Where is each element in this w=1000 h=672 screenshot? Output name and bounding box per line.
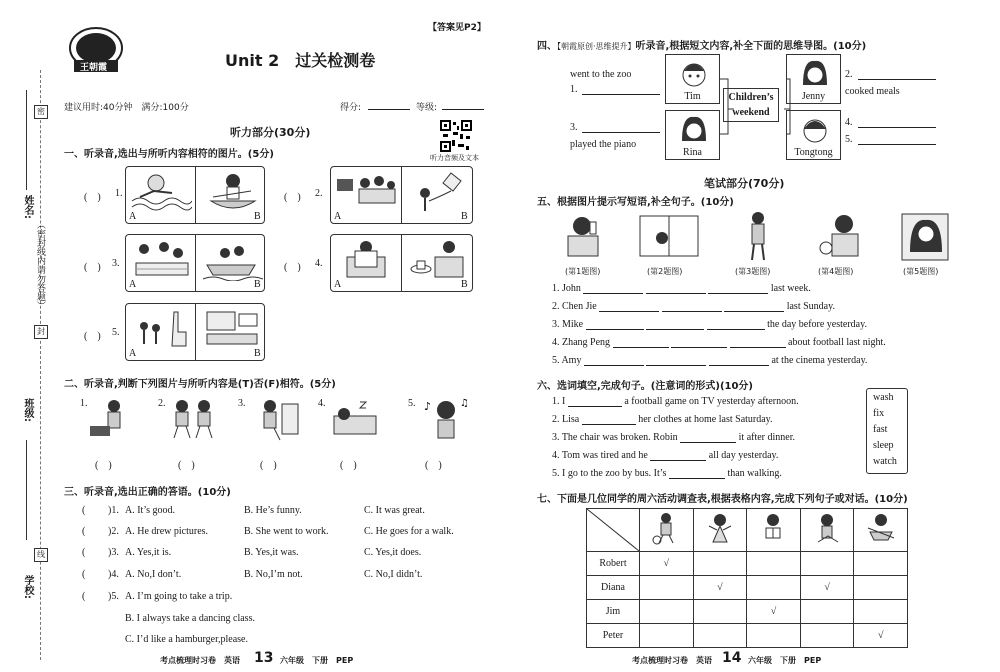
option-b-label: B xyxy=(254,348,261,359)
s5-blank[interactable] xyxy=(586,319,644,330)
jenny-label: Jenny xyxy=(801,91,826,102)
s3-q4-option-b: B. No,I’m not. xyxy=(244,569,303,580)
s4-num-5: 5. xyxy=(845,134,853,145)
row-mark xyxy=(854,576,908,600)
s4-title-rest: 听录音,根据短文内容,补全下面的思维导图。(10分) xyxy=(635,41,867,52)
cooking-girl-picture-icon[interactable] xyxy=(86,398,132,442)
s5-blank[interactable] xyxy=(708,283,768,294)
listening-heading: 听力部分(30分) xyxy=(230,126,311,139)
tim-label: Tim xyxy=(684,91,701,102)
s5-blank[interactable] xyxy=(730,337,786,348)
rina-label: Rina xyxy=(683,147,702,158)
s5-caption-1: (第1题图) xyxy=(565,267,601,276)
s5-ending: at the cinema yesterday. xyxy=(771,355,868,366)
s5-caption-5: (第5题图) xyxy=(903,267,939,276)
diagonal-line-icon xyxy=(587,509,639,551)
s4-num-4: 4. xyxy=(845,117,853,128)
s5-num: 5. xyxy=(552,355,560,366)
s6-pre: Lisa xyxy=(562,414,580,425)
swimming-picture-icon[interactable] xyxy=(130,171,192,213)
s3-q4-option-c: C. No,I didn’t. xyxy=(364,569,423,580)
class-field-line[interactable] xyxy=(26,440,27,540)
s2-num-2: 2. xyxy=(158,398,166,409)
girl-at-cinema-picture-icon[interactable] xyxy=(900,212,950,262)
option-a-label: A xyxy=(129,348,137,359)
reading-newspaper-picture-icon[interactable] xyxy=(335,239,397,281)
rowing-boat-picture-icon[interactable] xyxy=(201,239,263,281)
s5-blank[interactable] xyxy=(613,337,669,348)
s1-q5-paren[interactable]: ( ) xyxy=(84,331,101,342)
footer-page-right: 14 xyxy=(722,650,742,666)
s3-q3-option-c: C. Yes,it does. xyxy=(364,547,422,558)
s6-post: a football game on TV yesterday afternoon. xyxy=(624,396,799,407)
dancing-girl-icon xyxy=(705,512,735,546)
s5-blank[interactable] xyxy=(707,319,765,330)
row-mark: √ xyxy=(854,624,908,648)
s4-blank-5[interactable] xyxy=(858,144,936,145)
row-mark xyxy=(747,552,801,576)
qr-code-icon xyxy=(440,120,472,152)
grade-blank[interactable] xyxy=(442,109,484,110)
s6-sentence-3 xyxy=(552,432,795,443)
option-b-label: B xyxy=(461,211,468,222)
s5-blank[interactable] xyxy=(724,301,784,312)
s5-ending: about football last night. xyxy=(788,337,886,348)
seal-char-1: 密 xyxy=(34,105,48,119)
s4-blank-2[interactable] xyxy=(858,79,936,80)
mindmap-center: Children’s weekend xyxy=(723,88,779,122)
s5-sentence-2 xyxy=(552,301,835,312)
col-header xyxy=(640,509,694,552)
col-header xyxy=(747,509,801,552)
s5-sentence-1 xyxy=(552,283,811,294)
s3-q2-option-b: B. She went to work. xyxy=(244,526,329,537)
s3-q5-option-a: A. I’m going to take a trip. xyxy=(125,591,233,602)
s4-prefix: 四、 xyxy=(537,41,557,52)
s2-answer-1[interactable]: ( ) xyxy=(95,460,112,471)
drinking-tea-picture-icon[interactable] xyxy=(407,239,469,281)
row-mark xyxy=(640,600,694,624)
saturday-activity-table xyxy=(586,508,908,648)
s3-q1-num: )1. xyxy=(108,505,119,516)
score-blank[interactable] xyxy=(368,109,410,110)
footer-book-left: 考点梳理时习卷 英语 xyxy=(160,656,240,665)
s2-answer-3[interactable]: ( ) xyxy=(260,460,277,471)
s5-num: 2. xyxy=(552,301,560,312)
s5-blank[interactable] xyxy=(599,301,659,312)
s3-q4-open[interactable]: ( xyxy=(82,569,86,580)
row-mark: √ xyxy=(693,576,747,600)
row-mark xyxy=(640,624,694,648)
s3-q2-open[interactable]: ( xyxy=(82,526,86,537)
s5-num: 4. xyxy=(552,337,560,348)
section-1-title: 一、听录音,选出与所听内容相符的图片。(5分) xyxy=(64,149,274,160)
s6-blank[interactable] xyxy=(680,432,736,443)
s1-q1-picture-box xyxy=(125,166,265,224)
s3-q3-open[interactable]: ( xyxy=(82,547,86,558)
s1-q4-picture-box xyxy=(330,234,473,292)
s5-num: 3. xyxy=(552,319,560,330)
rowing-child-icon xyxy=(866,512,896,546)
row-mark xyxy=(854,600,908,624)
s1-q1-num: 1. xyxy=(115,188,123,199)
seal-note: （密封线内请勿答题） xyxy=(35,220,45,310)
row-name: Peter xyxy=(587,624,640,648)
s4-left-bottom-text: played the piano xyxy=(570,139,637,150)
standing-boy-picture-icon[interactable] xyxy=(736,210,780,262)
football-player-icon xyxy=(651,512,681,546)
s3-q3-option-a: A. Yes,it is. xyxy=(125,547,172,558)
option-a-label: A xyxy=(334,279,342,290)
s6-sentence-2 xyxy=(552,414,773,425)
window-watching-picture-icon[interactable] xyxy=(636,212,702,262)
table-corner-cell xyxy=(587,509,640,552)
name-label: 姓名: xyxy=(22,195,33,219)
s4-blank-3[interactable] xyxy=(582,132,660,133)
row-mark xyxy=(800,600,854,624)
s5-blank[interactable] xyxy=(646,355,706,366)
option-b-label: B xyxy=(254,279,261,290)
s5-ending: last week. xyxy=(770,283,811,294)
section-2-title: 二、听录音,判断下列图片与所听内容是(T)否(F)相符。(5分) xyxy=(64,379,336,390)
section-5-title: 五、根据图片提示写短语,补全句子。(10分) xyxy=(537,197,734,208)
s5-subject: Zhang Peng xyxy=(562,337,611,348)
option-a-label: A xyxy=(129,279,137,290)
sleeping-picture-icon[interactable] xyxy=(330,398,380,442)
table-row xyxy=(587,600,908,624)
svg-text:♫: ♫ xyxy=(460,398,469,409)
page-title: Unit 2 过关检测卷 xyxy=(225,51,376,70)
s5-ending: the day before yesterday. xyxy=(767,319,867,330)
s6-post: her clothes at home last Saturday. xyxy=(638,414,773,425)
tongtong-label: Tongtong xyxy=(794,147,833,158)
option-b-label: B xyxy=(254,211,261,222)
row-name: Diana xyxy=(587,576,640,600)
s2-num-4: 4. xyxy=(318,398,326,409)
school-label: 学校: xyxy=(22,575,33,599)
row-name: Jim xyxy=(587,600,640,624)
s3-q5-option-b: B. I always take a dancing class. xyxy=(125,613,255,624)
s4-left-top-text: went to the zoo xyxy=(570,69,632,80)
s6-post: it after dinner. xyxy=(738,432,796,443)
s6-num: 5. xyxy=(552,468,560,479)
s5-blank[interactable] xyxy=(584,355,644,366)
footer-grade-left: 六年级 下册 PEP xyxy=(280,656,354,665)
s1-q3-num: 3. xyxy=(112,258,120,269)
seal-char-3: 线 xyxy=(34,548,48,562)
s1-q4-paren[interactable]: ( ) xyxy=(284,262,301,273)
s4-num-1: 1. xyxy=(570,84,578,95)
row-mark xyxy=(854,552,908,576)
score-label: 得分: xyxy=(340,103,362,113)
row-mark xyxy=(693,600,747,624)
s5-sentence-5 xyxy=(552,355,867,366)
class-label: 班级: xyxy=(22,398,33,422)
boys-running-picture-icon[interactable] xyxy=(168,398,218,442)
s5-caption-3: (第3题图) xyxy=(735,267,771,276)
s2-answer-2[interactable]: ( ) xyxy=(178,460,195,471)
s6-sentence-5 xyxy=(552,468,782,479)
row-mark xyxy=(800,552,854,576)
s1-q2-picture-box xyxy=(330,166,473,224)
section-3-title: 三、听录音,选出正确的答语。(10分) xyxy=(64,487,231,498)
s5-blank[interactable] xyxy=(671,337,727,348)
row-mark xyxy=(693,552,747,576)
time-score: 建议用时:40分钟 满分:100分 xyxy=(64,103,189,113)
s6-blank[interactable] xyxy=(582,414,636,425)
reading-child-icon xyxy=(758,512,788,546)
s5-subject: John xyxy=(562,283,581,294)
footer-page-left: 13 xyxy=(254,650,274,666)
s1-q2-num: 2. xyxy=(315,188,323,199)
picnic-picture-icon[interactable] xyxy=(130,239,192,281)
s3-q2-option-a: A. He drew pictures. xyxy=(125,526,209,537)
s3-q1-option-b: B. He’s funny. xyxy=(244,505,302,516)
s5-blank[interactable] xyxy=(583,283,643,294)
table-row xyxy=(587,576,908,600)
section-4-title xyxy=(537,37,866,52)
answer-reference: 【答案见P2】 xyxy=(428,23,486,33)
flying-kite-picture-icon[interactable] xyxy=(407,171,469,213)
s5-blank[interactable] xyxy=(662,301,722,312)
row-name: Robert xyxy=(587,552,640,576)
hiking-child-icon xyxy=(812,512,842,546)
word-bank xyxy=(866,388,908,474)
s6-num: 2. xyxy=(552,414,560,425)
s5-blank[interactable] xyxy=(646,319,704,330)
s3-q4-option-a: A. No,I don’t. xyxy=(125,569,182,580)
qr-caption: 听力音频及文本 xyxy=(430,154,479,162)
s5-sentence-3 xyxy=(552,319,867,330)
s5-blank[interactable] xyxy=(709,355,769,366)
zoo-giraffe-picture-icon[interactable] xyxy=(130,308,192,350)
row-mark xyxy=(693,624,747,648)
s2-answer-5[interactable]: ( ) xyxy=(425,460,442,471)
binding-gutter xyxy=(0,0,58,672)
col-header xyxy=(854,509,908,552)
s3-q5-num: )5. xyxy=(108,591,119,602)
s4-right-text: cooked meals xyxy=(845,86,900,97)
s1-q1-paren[interactable]: ( ) xyxy=(84,192,101,203)
row-mark xyxy=(640,576,694,600)
s2-num-1: 1. xyxy=(80,398,88,409)
publisher-logo xyxy=(68,26,124,76)
s4-num-2: 2. xyxy=(845,69,853,80)
s6-pre: The chair was broken. Robin xyxy=(561,432,678,443)
s5-subject: Chen Jie xyxy=(562,301,597,312)
s6-sentence-1 xyxy=(552,396,799,407)
writing-heading: 笔试部分(70分) xyxy=(704,177,785,190)
s3-q4-num: )4. xyxy=(108,569,119,580)
s1-q3-paren[interactable]: ( ) xyxy=(84,262,101,273)
s5-ending: last Sunday. xyxy=(786,301,835,312)
s3-q1-open[interactable]: ( xyxy=(82,505,86,516)
s6-num: 1. xyxy=(552,396,560,407)
col-header xyxy=(800,509,854,552)
s5-subject: Amy xyxy=(561,355,582,366)
watching-tv-picture-icon[interactable] xyxy=(335,171,397,213)
s5-sentence-4 xyxy=(552,337,886,348)
row-mark xyxy=(747,624,801,648)
option-b-label: B xyxy=(461,279,468,290)
col-header xyxy=(693,509,747,552)
s1-q2-paren[interactable]: ( ) xyxy=(284,192,301,203)
s1-q5-picture-box xyxy=(125,303,265,361)
word-bank-item: fix xyxy=(873,408,885,419)
section-7-title: 七、下面是几位同学的周六活动调查表,根据表格内容,完成下列句子或对话。(10分) xyxy=(537,494,908,505)
s2-answer-4[interactable]: ( ) xyxy=(340,460,357,471)
row-mark: √ xyxy=(640,552,694,576)
name-field-line[interactable] xyxy=(26,90,27,190)
s1-q4-num: 4. xyxy=(315,258,323,269)
section-6-title: 六、选词填空,完成句子。(注意词的形式)(10分) xyxy=(537,381,753,392)
word-bank-item: fast xyxy=(873,424,888,435)
word-bank-item: sleep xyxy=(873,440,894,451)
classroom-picture-icon[interactable] xyxy=(201,308,263,350)
s6-pre: I xyxy=(562,396,566,407)
s3-q2-num: )2. xyxy=(108,526,119,537)
s1-q3-picture-box xyxy=(125,234,265,292)
s3-q5-option-c: C. I’d like a hamburger,please. xyxy=(125,634,248,645)
s6-blank[interactable] xyxy=(669,468,725,479)
table-row xyxy=(587,624,908,648)
s6-blank[interactable] xyxy=(650,450,706,461)
s3-q3-num: )3. xyxy=(108,547,119,558)
grade-label: 等级: xyxy=(416,103,438,113)
qr-code[interactable] xyxy=(440,120,472,152)
phone-call-picture-icon[interactable] xyxy=(548,212,612,262)
word-bank-item: wash xyxy=(873,392,894,403)
s4-blank-4[interactable] xyxy=(858,127,936,128)
s4-blank-1[interactable] xyxy=(582,94,660,95)
s3-q3-option-b: B. Yes,it was. xyxy=(244,547,299,558)
footer-grade-right: 六年级 下册 PEP xyxy=(748,656,822,665)
s5-caption-2: (第2题图) xyxy=(647,267,683,276)
s3-q1-option-a: A. It’s good. xyxy=(125,505,175,516)
table-header-row xyxy=(587,509,908,552)
s3-q5-open[interactable]: ( xyxy=(82,591,86,602)
s5-num: 1. xyxy=(552,283,560,294)
row-mark: √ xyxy=(747,600,801,624)
boy-with-book-picture-icon[interactable] xyxy=(816,212,866,262)
option-a-label: A xyxy=(129,211,137,222)
boating-picture-icon[interactable] xyxy=(201,171,261,213)
s2-num-3: 3. xyxy=(238,398,246,409)
s5-blank[interactable] xyxy=(646,283,706,294)
s3-q1-option-c: C. It was great. xyxy=(364,505,425,516)
seal-line xyxy=(40,70,41,660)
table-row xyxy=(587,552,908,576)
s1-q5-num: 5. xyxy=(112,327,120,338)
s6-post: than walking. xyxy=(727,468,782,479)
s3-q2-option-c: C. He goes for a walk. xyxy=(364,526,454,537)
footer-book-right: 考点梳理时习卷 英语 xyxy=(632,656,712,665)
row-mark xyxy=(747,576,801,600)
row-mark xyxy=(800,624,854,648)
s4-original-tag: 【朝霞原创·思维提升】 xyxy=(557,42,636,51)
row-mark: √ xyxy=(800,576,854,600)
s6-blank[interactable] xyxy=(568,396,622,407)
s5-caption-4: (第4题图) xyxy=(818,267,854,276)
singing-girl-picture-icon[interactable] xyxy=(420,396,470,442)
s6-post: all day yesterday. xyxy=(708,450,779,461)
s4-num-3: 3. xyxy=(570,122,578,133)
s6-pre: Tom was tired and he xyxy=(561,450,648,461)
s6-num: 4. xyxy=(552,450,560,461)
seal-char-2: 封 xyxy=(34,325,48,339)
s5-subject: Mike xyxy=(562,319,584,330)
option-a-label: A xyxy=(334,211,342,222)
logo-text: 王朝霞 xyxy=(80,63,108,73)
svg-text:♪: ♪ xyxy=(424,400,432,413)
s6-num: 3. xyxy=(552,432,560,443)
s6-pre: I go to the zoo by bus. It’s xyxy=(562,468,667,479)
cleaning-room-picture-icon[interactable] xyxy=(252,398,302,442)
s2-num-5: 5. xyxy=(408,398,416,409)
word-bank-item: watch xyxy=(873,456,897,467)
s6-sentence-4 xyxy=(552,450,778,461)
